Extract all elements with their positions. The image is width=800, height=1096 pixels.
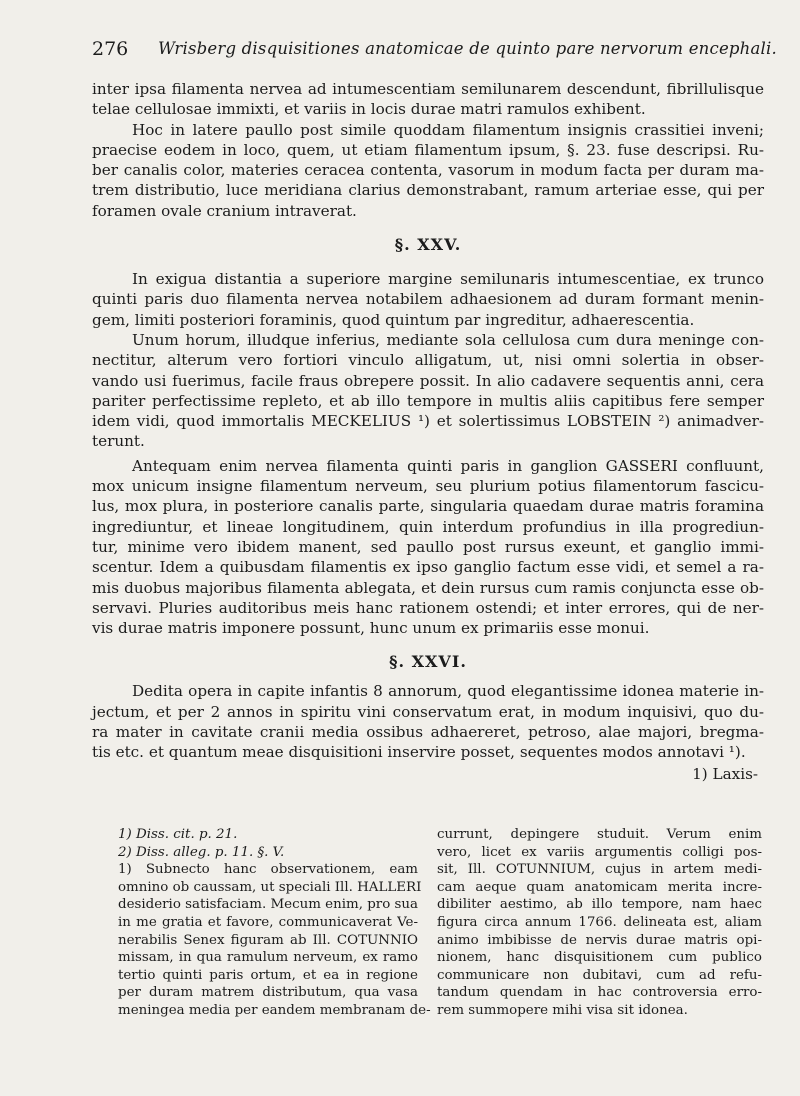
paragraph: [92, 330, 764, 452]
text-line: vando usi fuerimus, facile fraus obrepere possit. In alio cadavere sequentis anni, cera: [92, 371, 764, 390]
text-line: gem, limiti posteriori foraminis, quod quintum par ingreditur, adhaerescentia.: [92, 310, 695, 329]
text-line: foramen ovale cranium intraverat.: [92, 201, 357, 220]
paragraph: [92, 79, 764, 120]
text-line: tis etc. et quantum meae disquisitioni inservire posset, sequentes modos annotavi ¹).: [92, 743, 746, 762]
footnote-line: tandum quendam in hac controversia erro-: [437, 985, 762, 1001]
catchword: 1) Laxis-: [692, 764, 758, 783]
text-line: In exigua distantia a superiore margine semilunaris intumescentiae, ex trunco: [132, 270, 764, 289]
text-line: ra mater in cavitate cranii media ossibus adhaereret, petroso, alae majori, bregma-: [92, 723, 764, 742]
text-line: idem vidi, quod immortalis MECKELIUS ¹) et solertissimus LOBSTEIN ²) animadver-: [92, 412, 764, 431]
text-line: quinti paris duo filamenta nervea notabilem adhaesionem ad duram formant menin-: [92, 290, 764, 309]
text-line: Hoc in latere paullo post simile quoddam filamentum insignis crassitiei inveni;: [132, 120, 764, 139]
section-heading-xxv: §. XXV.: [394, 235, 462, 255]
text-line: trem distributio, luce meridiana clarius demonstrabant, ramum arteriae esse, qui per: [92, 181, 764, 200]
footnote-line: communicare non dubitavi, cum ad refu-: [437, 967, 762, 983]
text-line: servavi. Pluries auditoribus meis hanc rationem ostendi; et inter errores, qui de ner-: [92, 598, 764, 617]
text-line: mox unicum insigne filamentum nerveum, seu plurium potius filamentorum fascicu-: [92, 477, 764, 496]
text-line: jectum, et per 2 annos in spiritu vini conservatum erat, in modum inquisivi, quo du-: [92, 702, 764, 721]
footnote-line: figura circa annum 1766. delineata est, aliam: [437, 914, 762, 930]
text-line: inter ipsa filamenta nervea ad intumescentiam semilunarem descendunt, fibrillulisque: [92, 80, 764, 98]
footnote-line: 1) Diss. cit. p. 21.: [118, 827, 238, 842]
footnote-line: animo imbibisse de nervis durae matris opi-: [437, 932, 762, 948]
text-line: ber canalis color, materies ceracea contenta, vasorum in modum facta per duram ma-: [92, 161, 764, 180]
footnote-line: in me gratia et favore, communicaverat Ve-: [118, 914, 418, 930]
text-line: Dedita opera in capite infantis 8 annorum, quod elegantissime idonea materie in-: [132, 682, 764, 701]
text-line: ingrediuntur, et lineae longitudinem, quin interdum profundius in illa progrediun-: [92, 517, 764, 536]
footnote-line: nerabilis Senex figuram ab Ill. COTUNNIO: [118, 932, 418, 948]
main-text: [92, 79, 764, 785]
paragraph: [92, 456, 764, 639]
footnote-line: desiderio satisfaciam. Mecum enim, pro sua: [118, 897, 418, 913]
page-header: [92, 38, 777, 68]
footnote-line: rem summopere mihi visa sit idonea.: [437, 1002, 688, 1018]
text-line: pariter perfectissime repleto, et ab illo tempore in multis aliis capitibus fere semper: [92, 391, 764, 410]
text-line: nectitur, alterum vero fortiori vinculo alligatum, ut, nisi omni solertia in obser-: [92, 351, 764, 370]
footnote-line: missam, in qua ramulum nerveum, ex ramo: [118, 950, 418, 966]
footnote-line: 2) Diss. alleg. p. 11. §. V.: [118, 844, 285, 860]
footnote-line: omnino ob caussam, ut speciali Ill. HALLERI: [118, 879, 422, 895]
footnote-line: 1) Subnecto hanc observationem, eam: [118, 862, 418, 878]
page-number: 276: [92, 38, 129, 60]
text-line: mis duobus majoribus filamenta ablegata, et dein rursus cum ramis conjuncta esse ob-: [92, 578, 764, 597]
text-line: scentur. Idem a quibusdam filamentis ex ipso ganglio factum esse vidi, et semel a ra-: [92, 558, 764, 577]
footnote-column-left: [118, 826, 431, 1020]
running-title: Wrisberg disquisitiones anatomicae de quinto pare nervorum encephali.: [158, 39, 777, 58]
text-line: tur, minime vero ibidem manent, sed paullo post rursus exeunt, et ganglio immi-: [92, 537, 764, 556]
text-line: terunt.: [92, 432, 145, 451]
text-line: vis durae matris imponere possunt, hunc unum ex primariis esse monui.: [92, 619, 650, 638]
paragraph: [92, 120, 764, 221]
text-line: lus, mox plura, in posteriore canalis parte, singularia quaedam durae matris foramina: [92, 497, 764, 516]
paragraph: [92, 681, 764, 762]
footnote-line: tertio quinti paris ortum, et ea in regione: [118, 967, 418, 983]
text-line: telae cellulosae immixti, et variis in locis durae matri ramulos exhibent.: [92, 100, 646, 119]
text-line: Antequam enim nervea filamenta quinti paris in ganglion GASSERI confluunt,: [132, 456, 764, 475]
section-heading-xxvi: §. XXVI.: [389, 652, 467, 672]
footnote-line: sit, Ill. COTUNNIUM, cujus in artem medi-: [437, 862, 762, 878]
footnote-line: cam aeque quam anatomicam merita incre-: [437, 879, 762, 895]
text-line: praecise eodem in loco, quem, ut etiam filamentum ipsum, §. 23. fuse descripsi. Ru-: [92, 140, 764, 159]
footnote-line: vero, licet ex variis argumentis colligi pos-: [437, 844, 762, 860]
footnote-column-right: [437, 826, 762, 1020]
footnote-line: dibiliter aestimo, ab illo tempore, nam haec: [437, 897, 762, 913]
paragraph: [92, 269, 764, 330]
footnote-line: currunt, depingere studuit. Verum enim: [437, 827, 762, 842]
text-line: Unum horum, illudque inferius, mediante sola cellulosa cum dura meninge con-: [132, 330, 764, 349]
footnote-line: per duram matrem distributum, qua vasa: [118, 985, 418, 1001]
footnote-line: nionem, hanc disquisitionem cum publico: [437, 950, 762, 966]
footnote-line: meningea media per eandem membranam de-: [118, 1002, 431, 1018]
